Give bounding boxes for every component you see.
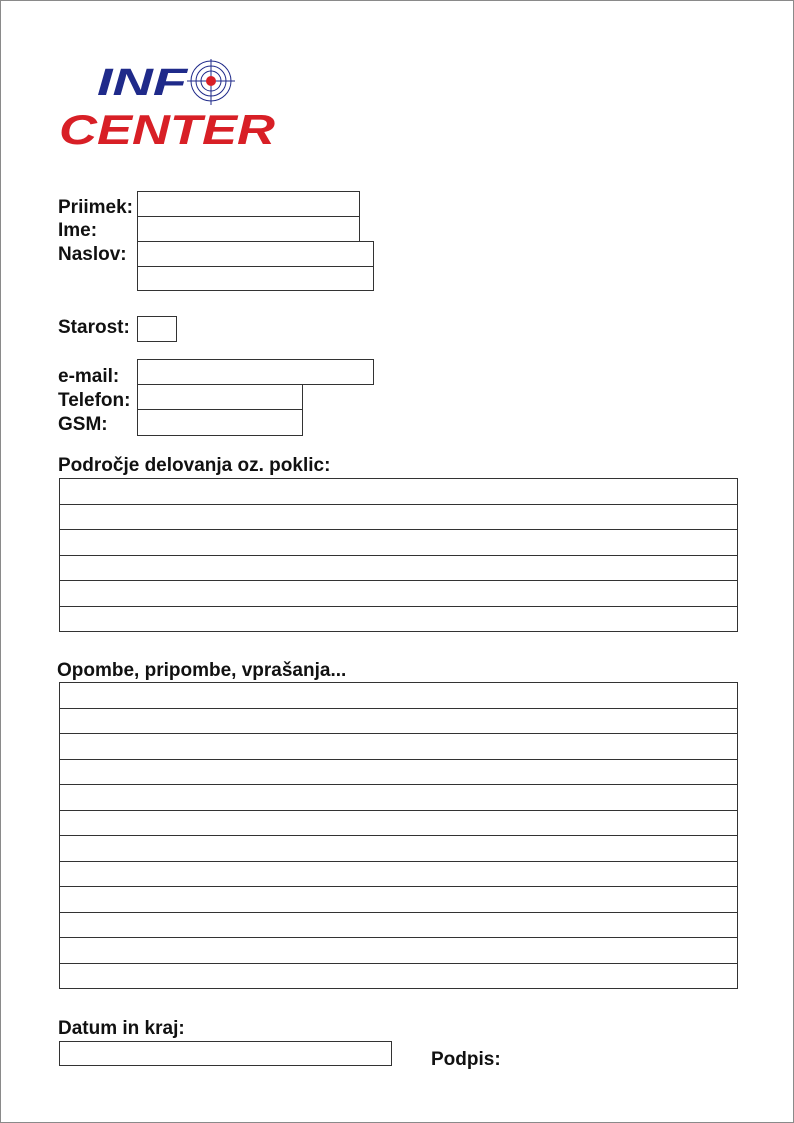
writing-line[interactable] — [60, 530, 737, 556]
logo-text-inf: INF — [97, 62, 190, 104]
writing-line[interactable] — [60, 581, 737, 607]
label-opombe: Opombe, pripombe, vprašanja... — [57, 660, 347, 681]
writing-line[interactable] — [60, 607, 737, 633]
telefon-field[interactable] — [137, 384, 303, 410]
label-email: e-mail: — [58, 366, 120, 387]
writing-line[interactable] — [60, 479, 737, 505]
opombe-lines[interactable] — [59, 682, 738, 989]
starost-field[interactable] — [137, 316, 177, 342]
label-datum: Datum in kraj: — [58, 1018, 185, 1039]
label-podpis: Podpis: — [431, 1049, 501, 1070]
writing-line[interactable] — [60, 811, 737, 837]
label-ime: Ime: — [58, 220, 98, 241]
writing-line[interactable] — [60, 734, 737, 760]
writing-line[interactable] — [60, 785, 737, 811]
label-priimek: Priimek: — [58, 197, 133, 218]
priimek-field[interactable] — [137, 191, 360, 217]
naslov-field-line-2[interactable] — [137, 266, 374, 291]
infocenter-logo — [57, 59, 287, 154]
label-starost: Starost: — [58, 317, 130, 338]
writing-line[interactable] — [60, 964, 737, 990]
label-naslov: Naslov: — [58, 244, 127, 265]
ime-field[interactable] — [137, 216, 360, 242]
label-telefon: Telefon: — [58, 390, 131, 411]
writing-line[interactable] — [60, 913, 737, 939]
podrocje-lines[interactable] — [59, 478, 738, 632]
email-field[interactable] — [137, 359, 374, 385]
writing-line[interactable] — [60, 836, 737, 862]
label-gsm: GSM: — [58, 414, 108, 435]
writing-line[interactable] — [60, 887, 737, 913]
writing-line[interactable] — [60, 505, 737, 531]
datum-field[interactable] — [59, 1041, 392, 1066]
writing-line[interactable] — [60, 760, 737, 786]
writing-line[interactable] — [60, 709, 737, 735]
writing-line[interactable] — [60, 556, 737, 582]
writing-line[interactable] — [60, 938, 737, 964]
naslov-field-line-1[interactable] — [137, 241, 374, 267]
target-icon — [187, 59, 235, 105]
gsm-field[interactable] — [137, 409, 303, 436]
logo-text-center: CENTER — [59, 106, 276, 153]
writing-line[interactable] — [60, 683, 737, 709]
writing-line[interactable] — [60, 862, 737, 888]
label-podrocje: Področje delovanja oz. poklic: — [58, 455, 331, 476]
